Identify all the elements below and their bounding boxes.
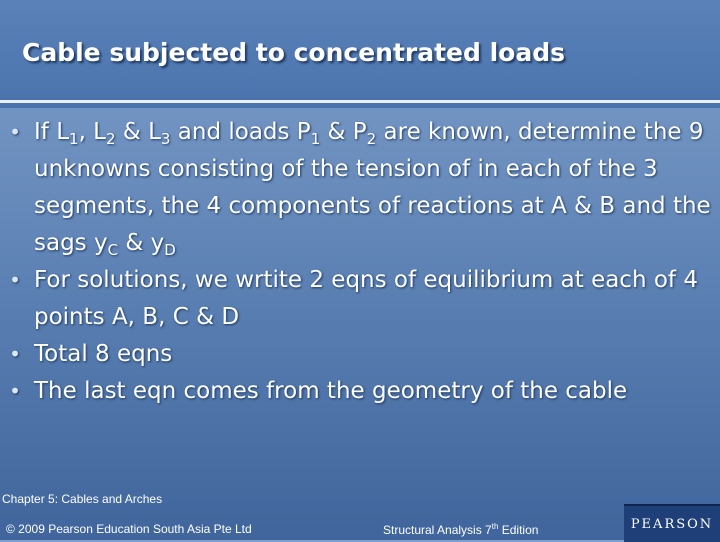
bullet-text: & P [320,119,367,145]
bullet-text: The last eqn comes from the geometry of the cable [34,378,628,404]
bullet-item [6,336,720,373]
title-divider [0,100,720,103]
bullet-text: are known, determine the 9 unknowns consisting of the tension of in each of the 3 segments, the 4 components of reactions at A & B and the sags y [34,119,711,256]
bullet-subscript: 2 [366,130,377,148]
bullet-item [6,262,720,336]
bullet-item [6,373,720,410]
bullet-text: For solutions, we wrtite 2 eqns of equilibrium at each of 4 points A, B, C & D [34,267,698,330]
bullet-dot-icon: • [9,379,21,403]
bullet-dot-icon: • [9,268,21,292]
bullet-dot-icon: • [9,342,21,366]
bullet-dot-icon: • [9,120,21,144]
bullet-item [6,114,720,262]
bullet-text: If L [34,119,70,145]
bullet-text: and loads P [170,119,311,145]
bullet-text: & L [115,119,161,145]
footer-book-name: Structural Analysis 7 [383,523,492,537]
footer-book-sup: th [491,522,499,531]
footer-book-title [383,523,538,537]
bullet-subscript: 1 [310,130,321,148]
bullet-list [6,114,720,410]
bullet-subscript: 1 [69,130,79,148]
bullet-text: & y [118,230,165,256]
bullet-text: , L [78,119,106,145]
title-bar [0,0,720,108]
pearson-logo-text: PEARSON [630,516,714,532]
footer-chapter: Chapter 5: Cables and Arches [2,492,163,506]
footer-book-edition: Edition [498,523,539,537]
bullet-subscript: 3 [160,130,171,148]
pearson-logo [624,504,720,542]
slide-title: Cable subjected to concentrated loads [22,38,566,67]
bullet-subscript: D [164,241,176,259]
footer-copyright: © 2009 Pearson Education South Asia Pte Ltd [6,522,252,536]
bullet-subscript: C [107,241,119,259]
bullet-subscript: 2 [106,130,116,148]
bullet-text: Total 8 eqns [34,341,173,367]
